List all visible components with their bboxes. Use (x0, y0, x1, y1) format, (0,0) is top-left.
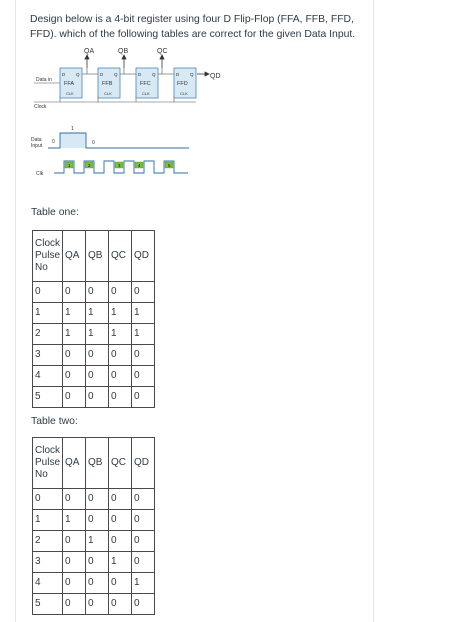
table-cell: 0 (86, 489, 109, 510)
svg-text:Q: Q (190, 72, 194, 77)
table-cell: 1 (86, 324, 109, 345)
right-border (373, 0, 374, 622)
question-text: Design below is a 4-bit register using four D Flip-Flop (FFA, FFB, FFD, FFD). which of the following tables are correct for the given Data Input. (30, 14, 356, 40)
table-row (33, 366, 155, 387)
ff-label-d: FFD (177, 81, 188, 87)
table-cell: 1 (109, 303, 132, 324)
svg-text:Q: Q (152, 72, 156, 77)
table-cell: 0 (86, 510, 109, 531)
table-cell: 0 (86, 366, 109, 387)
table-cell: 0 (86, 552, 109, 573)
table-cell: 0 (33, 282, 63, 303)
table-cell: 0 (86, 387, 109, 408)
header-qb: QB (86, 438, 109, 489)
table-cell: 3 (33, 552, 63, 573)
table-cell: 0 (86, 345, 109, 366)
table-one-label: Table one: (31, 207, 79, 218)
ff-label-b: FFB (102, 81, 113, 87)
svg-text:CLK: CLK (142, 91, 150, 96)
header-qd: QD (132, 438, 155, 489)
svg-text:D: D (176, 72, 180, 77)
table-cell: 1 (132, 573, 155, 594)
svg-text:D: D (100, 72, 104, 77)
output-label-qa: QA (84, 48, 95, 55)
flip-flop-ffc (136, 68, 158, 98)
table-cell: 3 (33, 345, 63, 366)
svg-text:Q: Q (76, 72, 80, 77)
table-cell: 0 (63, 387, 86, 408)
table-row (33, 573, 155, 594)
table-cell: 0 (109, 345, 132, 366)
level-0-a: 0 (52, 139, 55, 145)
table-cell: 0 (86, 594, 109, 615)
header-qa: QA (63, 438, 86, 489)
svg-text:CLK: CLK (180, 91, 188, 96)
table-cell: 1 (63, 324, 86, 345)
table-cell: 0 (109, 510, 132, 531)
table-cell: 0 (86, 573, 109, 594)
table-row (33, 303, 155, 324)
table-row (33, 531, 155, 552)
svg-text:D: D (62, 72, 66, 77)
clk-label: Clk (36, 171, 44, 177)
table-cell: 1 (132, 324, 155, 345)
svg-text:Q: Q (114, 72, 118, 77)
table-cell: 0 (109, 531, 132, 552)
output-label-qd: QD (210, 73, 221, 80)
table-cell: 0 (132, 594, 155, 615)
clock-header: Clock Pulse No (33, 438, 63, 489)
level-1: 1 (71, 126, 74, 132)
table-cell: 0 (33, 489, 63, 510)
ff-label-c: FFC (140, 81, 151, 87)
pulse-3: 3 (118, 163, 121, 168)
header-qc: QC (109, 438, 132, 489)
table-cell: 0 (132, 366, 155, 387)
table-cell: 2 (33, 324, 63, 345)
table-cell: 0 (63, 489, 86, 510)
table-cell: 4 (33, 573, 63, 594)
table-cell: 1 (63, 510, 86, 531)
table-cell: 0 (63, 594, 86, 615)
pulse-2: 2 (88, 163, 91, 168)
svg-text:CLK: CLK (66, 91, 74, 96)
table-row (33, 282, 155, 303)
table-two (32, 437, 155, 615)
table-cell: 1 (63, 303, 86, 324)
output-label-qb: QB (118, 48, 129, 55)
table-cell: 0 (132, 282, 155, 303)
table-cell: 0 (132, 345, 155, 366)
table-cell: 0 (109, 387, 132, 408)
table-cell: 5 (33, 594, 63, 615)
table-row (33, 594, 155, 615)
header-qc: QC (109, 231, 132, 282)
flip-flop-ffb (98, 68, 120, 98)
data-in-label: Data in (36, 77, 52, 83)
svg-text:CLK: CLK (104, 91, 112, 96)
table-cell: 0 (63, 345, 86, 366)
table-cell: 1 (33, 303, 63, 324)
output-label-qc: QC (157, 48, 168, 55)
table-cell: 5 (33, 387, 63, 408)
table-row (33, 324, 155, 345)
clock-label: Clock (34, 104, 47, 110)
table-cell: 0 (63, 552, 86, 573)
data-input-label-1: Data (31, 137, 42, 143)
table-two-label: Table two: (31, 416, 78, 427)
table-one (32, 230, 155, 408)
pulse-1: 1 (68, 163, 71, 168)
table-cell: 4 (33, 366, 63, 387)
table-cell: 0 (63, 573, 86, 594)
table-cell: 0 (132, 552, 155, 573)
table-row (33, 489, 155, 510)
left-border (15, 0, 16, 622)
table-cell: 2 (33, 531, 63, 552)
header-qd: QD (132, 231, 155, 282)
table-cell: 0 (63, 531, 86, 552)
table-cell: 0 (63, 282, 86, 303)
table-cell: 0 (109, 366, 132, 387)
table-cell: 1 (109, 552, 132, 573)
table-cell: 0 (63, 366, 86, 387)
table-row (33, 387, 155, 408)
table-row (33, 510, 155, 531)
table-cell: 0 (109, 282, 132, 303)
table-cell: 0 (109, 594, 132, 615)
header-qb: QB (86, 231, 109, 282)
table-cell: 1 (33, 510, 63, 531)
table-cell: 1 (86, 531, 109, 552)
table-cell: 0 (86, 282, 109, 303)
table-cell: 0 (132, 531, 155, 552)
table-cell: 0 (132, 510, 155, 531)
table-cell: 1 (132, 303, 155, 324)
ff-label-a: FFA (64, 81, 75, 87)
table-cell: 1 (109, 324, 132, 345)
svg-text:D: D (138, 72, 142, 77)
data-input-label-2: Input (31, 143, 43, 149)
table-cell: 0 (109, 489, 132, 510)
header-qa: QA (63, 231, 86, 282)
table-cell: 0 (132, 387, 155, 408)
flip-flop-ffd (174, 68, 196, 98)
table-cell: 0 (132, 489, 155, 510)
table-row (33, 345, 155, 366)
flip-flop-ffa (60, 68, 82, 98)
table-cell: 0 (109, 573, 132, 594)
level-0-b: 0 (92, 140, 95, 146)
data-pulse-fill (60, 133, 86, 148)
clock-header: Clock Pulse No (33, 231, 63, 282)
table-row (33, 552, 155, 573)
table-cell: 1 (86, 303, 109, 324)
pulse-4: 4 (138, 163, 141, 168)
register-figure (26, 44, 226, 184)
pulse-5: 5 (168, 163, 171, 168)
